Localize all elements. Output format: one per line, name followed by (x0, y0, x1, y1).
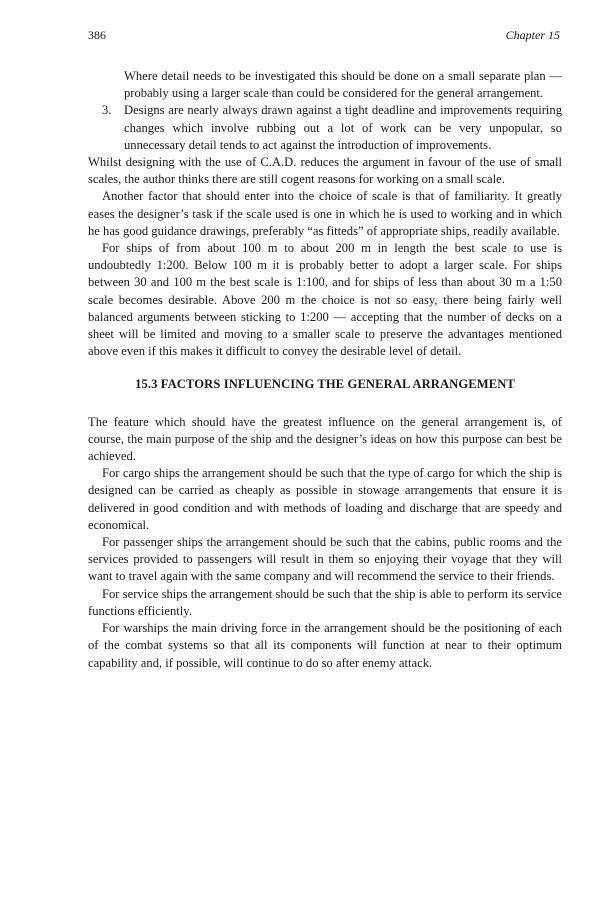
list-item-continuation: Where detail needs to be investigated this should be done on a small separate plan –– probably using a larger scale than could be considered for the general arrangement. (124, 69, 562, 101)
paragraph-cargo-ships: For cargo ships the arrangement should be such that the type of cargo for which the ship is designed can be carried as cheaply as possible in stowage arrangements that ensure it is delivered in good condition and with methods of loading and discharge that are speedy and economical. (88, 466, 562, 532)
paragraph-cad: Whilst designing with the use of C.A.D. reduces the argument in favour of the use of small scales, the author thinks there are still cogent reasons for working on a small scale. (88, 155, 562, 187)
list-item-3 (88, 102, 562, 154)
chapter-label: Chapter 15 (505, 28, 560, 42)
list-item-number: 3. (102, 103, 112, 118)
paragraph-service-ships: For service ships the arrangement should be such that the ship is able to perform its service functions efficiently. (88, 586, 562, 618)
paragraph-familiarity: Another factor that should enter into the choice of scale is that of familiarity. It greatly eases the designer’s task if the scale used is one in which he is used to working and in which he has good guidance drawings, preferably “as fitteds” of appropriate ships, readily available. (88, 189, 562, 238)
section-heading: 15.3 FACTORS INFLUENCING THE GENERAL ARRANGEMENT (135, 377, 515, 392)
running-head (88, 28, 560, 44)
page-number: 386 (88, 28, 106, 42)
page-body (88, 68, 562, 672)
list-item-text: Designs are nearly always drawn against a tight deadline and improvements requiring changes which involve rubbing out a lot of work can be very unpopular, so unnecessary detail tends to act against the introduction of improvements. (124, 103, 562, 152)
paragraph-main-purpose: The feature which should have the greatest influence on the general arrangement is, of course, the main purpose of the ship and the designer’s ideas on how this purpose can best be achieved. (88, 414, 562, 464)
paragraph-scale-choice: For ships of from about 100 m to about 200 m in length the best scale to use is undoubtedly 1:200. Below 100 m it is probably better to adopt a larger scale. For ships between 30 and 100 m the best scale is 1:100, and for ships of less than about 30 m a 1:50 scale becomes desirable. Above 200 m the choice is not so easy, there being fairly well balanced arguments between sticking to 1:200 — accepting that the number of decks on a sheet will be limited and moving to a smaller scale to preserve the advantages mentioned above even if this makes it difficult to convey the desirable level of detail. (88, 241, 562, 359)
paragraph-passenger-ships: For passenger ships the arrangement should be such that the cabins, public rooms and the services provided to passengers will result in them so enjoying their voyage that they will want to travel again with the same company and will recommend the service to their friends. (88, 535, 562, 584)
paragraph-warships: For warships the main driving force in the arrangement should be the positioning of each of the combat systems so that all its components will function at near to their optimum capability and, if possible, will continue to do so after enemy attack. (88, 621, 562, 670)
